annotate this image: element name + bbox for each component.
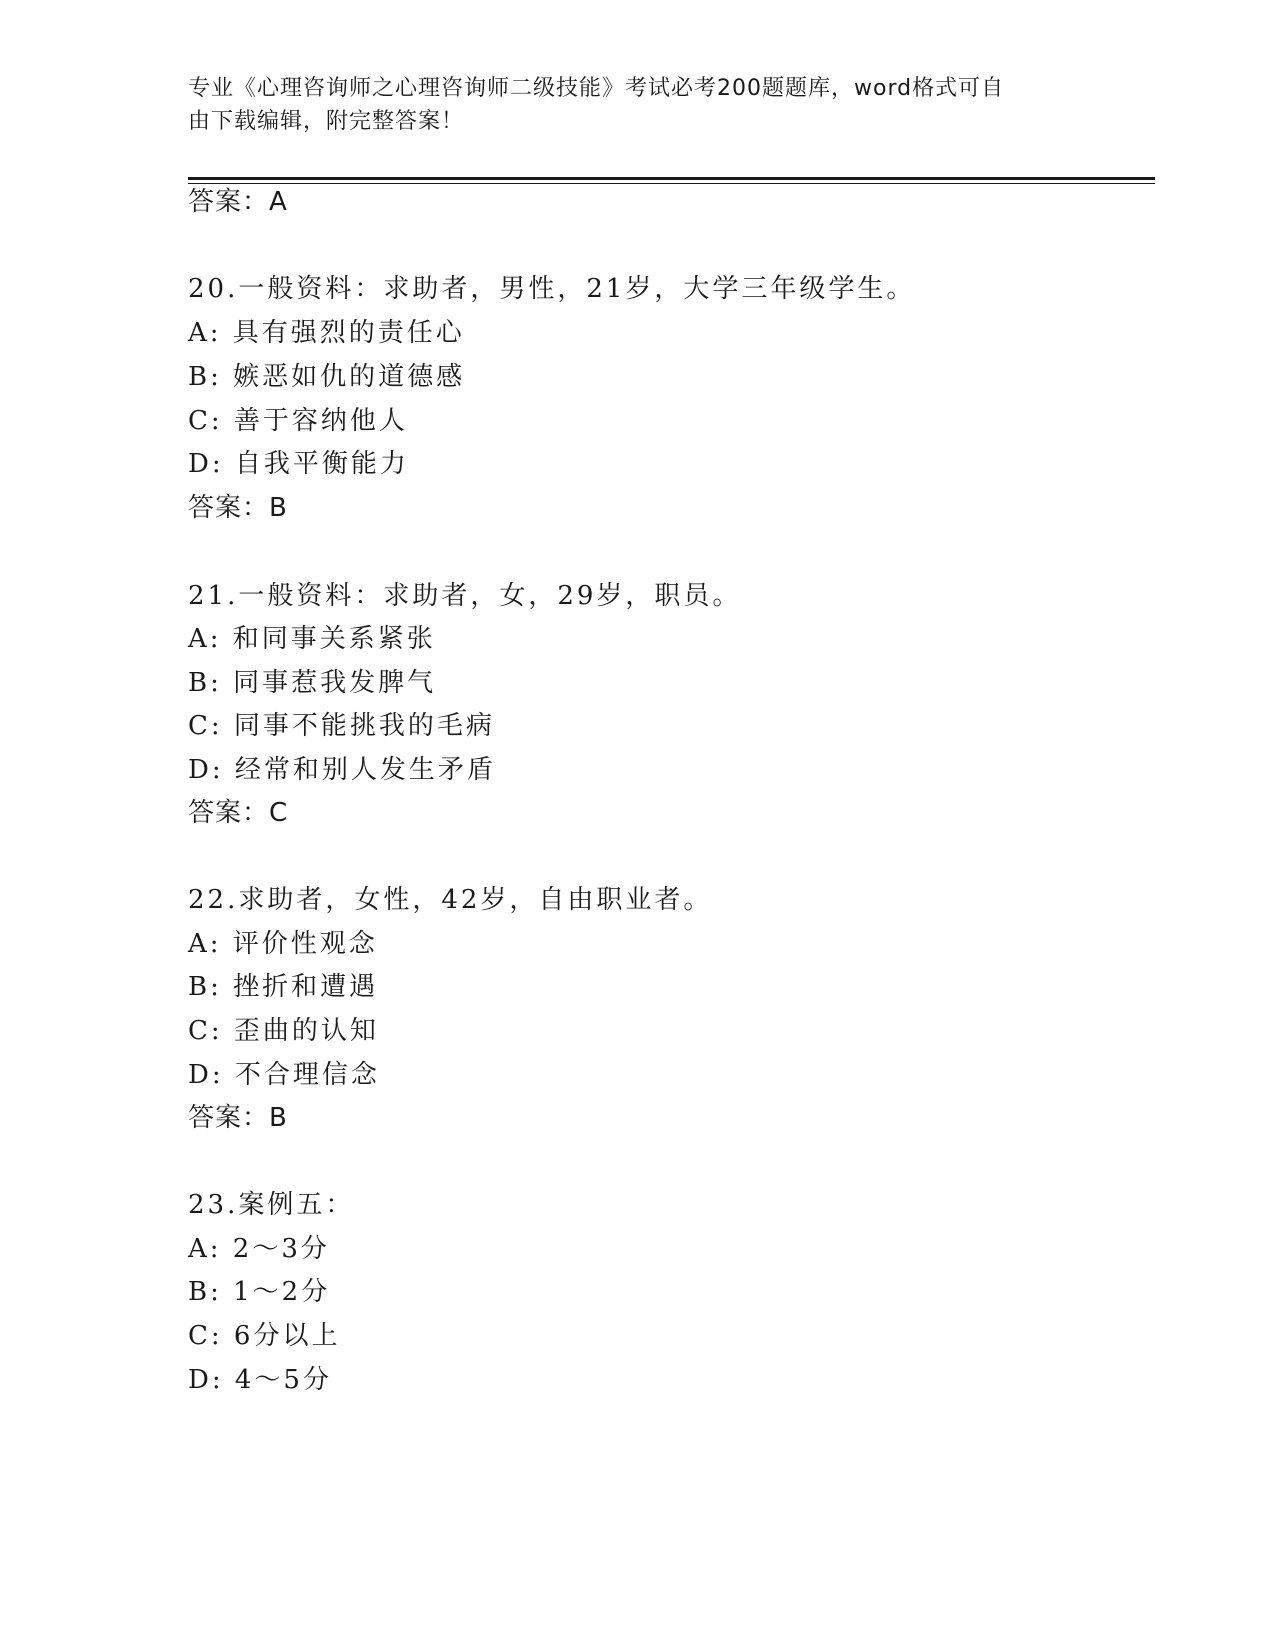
previous-answer: 答案：A [188, 187, 288, 217]
question-20-stem: 20.一般资料：求助者，男性，21岁，大学三年级学生。 [188, 274, 916, 304]
header-rule-thin [188, 183, 1155, 184]
question-23-option-a: A: 2～3分 [188, 1234, 330, 1264]
question-21-option-a: A: 和同事关系紧张 [188, 624, 436, 654]
question-20-option-c: C: 善于容纳他人 [188, 406, 408, 436]
question-22-option-d: D: 不合理信念 [188, 1060, 380, 1090]
question-23-stem: 23.案例五： [188, 1190, 355, 1220]
question-22-stem: 22.求助者，女性，42岁，自由职业者。 [188, 885, 713, 915]
question-22-option-b: B: 挫折和遭遇 [188, 972, 379, 1002]
question-22-option-c: C: 歪曲的认知 [188, 1016, 379, 1046]
header-rule-thick [188, 177, 1155, 180]
header-line-2: 由下载编辑，附完整答案！ [188, 109, 465, 134]
question-20-option-a: A: 具有强烈的责任心 [188, 318, 465, 348]
question-22-option-a: A: 评价性观念 [188, 929, 378, 959]
question-20-option-b: B: 嫉恶如仇的道德感 [188, 362, 466, 392]
question-21-answer: 答案：C [188, 798, 289, 828]
question-21-option-b: B: 同事惹我发脾气 [188, 668, 437, 698]
question-23-option-b: B: 1～2分 [188, 1277, 331, 1307]
question-23-option-d: D: 4～5分 [188, 1365, 332, 1395]
question-21-option-d: D: 经常和别人发生矛盾 [188, 755, 496, 785]
question-21-option-c: C: 同事不能挑我的毛病 [188, 711, 495, 741]
document-header [188, 72, 1068, 138]
header-line-1: 专业《心理咨询师之心理咨询师二级技能》考试必考200题题库，word格式可自 [188, 76, 1005, 101]
question-23-option-c: C: 6分以上 [188, 1321, 341, 1351]
question-22-answer: 答案：B [188, 1103, 288, 1133]
question-21-stem: 21.一般资料：求助者，女，29岁，职员。 [188, 581, 742, 611]
question-20-option-d: D: 自我平衡能力 [188, 449, 409, 479]
question-20-answer: 答案：B [188, 493, 288, 523]
